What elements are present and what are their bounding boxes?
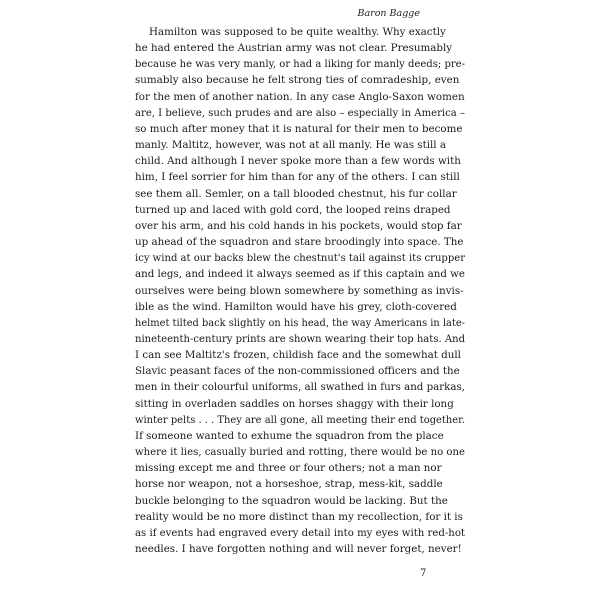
text-line: are, I believe, such prudes and are also – especially in America – xyxy=(135,106,466,119)
text-line: child. And although I never spoke more than a few words with xyxy=(135,155,461,168)
text-line: where it lies, casually buried and rotting, there would be no one xyxy=(135,446,466,459)
text-line: him, I feel sorrier for him than for any of the others. I can still xyxy=(135,171,460,184)
text-line: nineteenth-century prints are shown wearing their top hats. And xyxy=(135,332,466,345)
text-line: so much after money that it is natural for their men to become xyxy=(135,122,463,135)
text-line: sitting in overladen saddles on horses shaggy with their long xyxy=(135,397,454,410)
body-text xyxy=(135,24,465,557)
text-line: I can see Maltitz's frozen, childish face and the somewhat dull xyxy=(135,349,461,362)
text-line: as if events had engraved every detail into my eyes with red-hot xyxy=(135,526,465,539)
running-head: Baron Bagge xyxy=(357,8,420,19)
text-line: for the men of another nation. In any case Anglo-Saxon women xyxy=(135,90,465,103)
text-line: turned up and laced with gold cord, the looped reins draped xyxy=(135,203,451,216)
text-line: Hamilton was supposed to be quite wealthy. Why exactly xyxy=(149,26,446,38)
text-line: manly. Maltitz, however, was not at all manly. He was still a xyxy=(135,139,447,152)
text-line: Slavic peasant faces of the non-commissioned officers and the xyxy=(135,365,460,378)
text-line: reality would be no more distinct than my recollection, for it is xyxy=(135,510,463,523)
text-line: see them all. Semler, on a tall blooded chestnut, his fur collar xyxy=(135,187,457,200)
text-line: If someone wanted to exhume the squadron from the place xyxy=(135,429,444,442)
text-line: missing except me and three or four others; not a man nor xyxy=(135,462,442,475)
text-line: men in their colourful uniforms, all swathed in furs and parkas, xyxy=(135,381,466,394)
page-number: 7 xyxy=(420,568,427,579)
text-line: he had entered the Austrian army was not clear. Presumably xyxy=(135,42,453,55)
text-line: horse nor weapon, not a horseshoe, strap, mess-kit, saddle xyxy=(135,478,443,491)
text-line: because he was very manly, or had a liking for manly deeds; pre- xyxy=(135,58,465,71)
text-line: icy wind at our backs blew the chestnut's tail against its crupper xyxy=(135,252,466,265)
text-line: over his arm, and his cold hands in his pockets, would stop far xyxy=(135,219,462,232)
text-line: up ahead of the squadron and stare broodingly into space. The xyxy=(135,236,464,249)
text-line: winter pelts . . . They are all gone, all meeting their end together. xyxy=(135,413,465,426)
text-line: helmet tilted back slightly on his head, the way Americans in late- xyxy=(135,316,466,329)
text-line: ible as the wind. Hamilton would have his grey, cloth-covered xyxy=(135,300,457,313)
text-line: sumably also because he felt strong ties of comradeship, even xyxy=(135,74,460,87)
text-line: needles. I have forgotten nothing and will never forget, never! xyxy=(135,543,462,555)
text-line: and legs, and indeed it always seemed as if this captain and we xyxy=(135,268,465,281)
text-line: ourselves were being blown somewhere by something as invis- xyxy=(135,284,464,297)
text-line: buckle belonging to the squadron would be lacking. But the xyxy=(135,494,448,507)
